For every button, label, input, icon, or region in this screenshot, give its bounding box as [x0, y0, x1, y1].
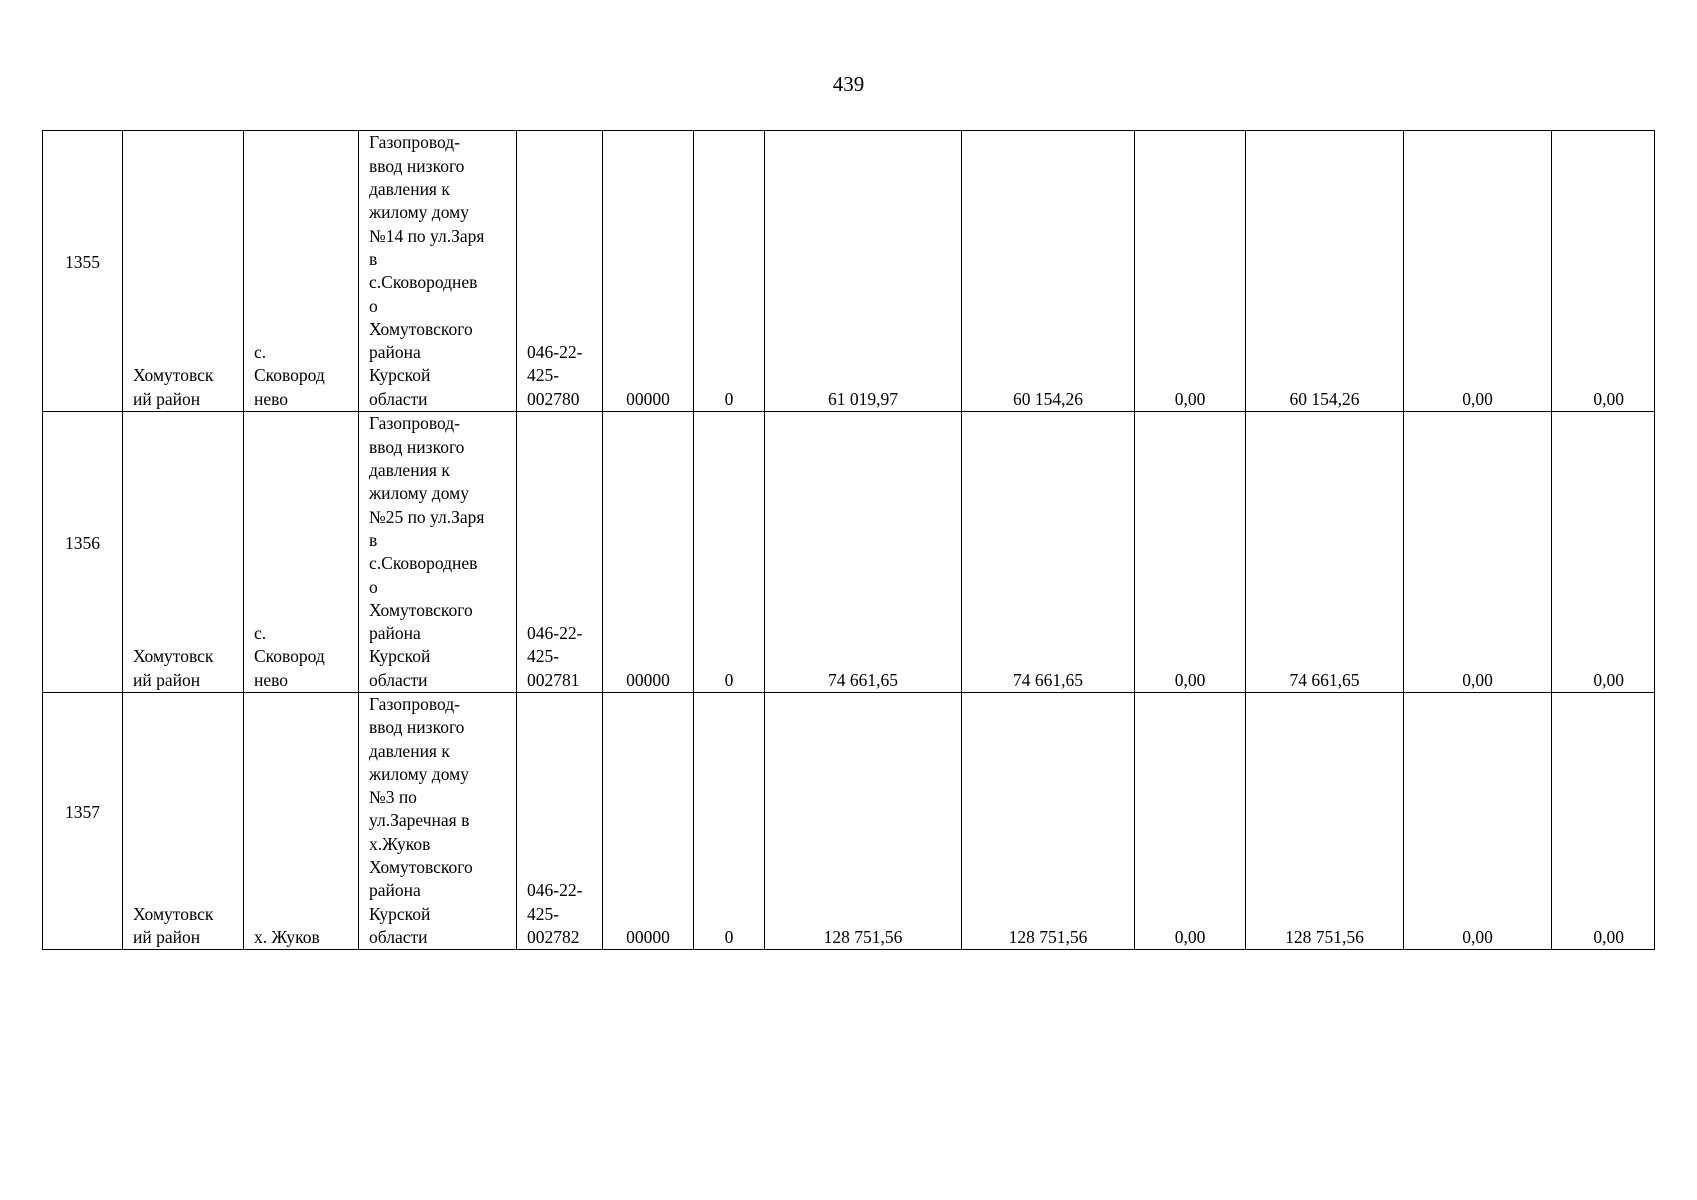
object-name-cell: Газопровод- ввод низкого давления к жилому дому №14 по ул.Заря в с.Сковороднев о Хомутовского района Курской области	[359, 131, 517, 412]
value-cell: 0,00	[1552, 693, 1655, 950]
registry-code-cell: 046-22- 425- 002780	[517, 131, 603, 412]
table-row	[43, 131, 1655, 412]
register-table	[42, 130, 1655, 950]
value-cell: 60 154,26	[962, 131, 1135, 412]
locality-cell: х. Жуков	[244, 693, 359, 950]
value-cell: 0,00	[1404, 131, 1552, 412]
object-name-cell: Газопровод- ввод низкого давления к жилому дому №25 по ул.Заря в с.Сковороднев о Хомутовского района Курской области	[359, 412, 517, 693]
row-number-cell: 1356	[43, 412, 123, 693]
registry-code-cell: 046-22- 425- 002782	[517, 693, 603, 950]
value-cell: 0,00	[1404, 412, 1552, 693]
locality-cell: с. Сковород нево	[244, 412, 359, 693]
value-cell: 74 661,65	[765, 412, 962, 693]
value-cell: 0,00	[1135, 412, 1246, 693]
district-cell: Хомутовск ий район	[123, 131, 244, 412]
value-cell: 128 751,56	[1246, 693, 1404, 950]
value-cell: 60 154,26	[1246, 131, 1404, 412]
registry-code-cell: 046-22- 425- 002781	[517, 412, 603, 693]
code-cell: 00000	[603, 693, 694, 950]
row-number-cell: 1355	[43, 131, 123, 412]
page-number: 439	[832, 72, 865, 96]
quantity-cell: 0	[694, 693, 765, 950]
value-cell: 128 751,56	[765, 693, 962, 950]
table-row	[43, 693, 1655, 950]
value-cell: 0,00	[1552, 412, 1655, 693]
value-cell: 0,00	[1135, 131, 1246, 412]
value-cell: 128 751,56	[962, 693, 1135, 950]
district-cell: Хомутовск ий район	[123, 412, 244, 693]
quantity-cell: 0	[694, 412, 765, 693]
value-cell: 61 019,97	[765, 131, 962, 412]
object-name-cell: Газопровод- ввод низкого давления к жилому дому №3 по ул.Заречная в х.Жуков Хомутовского района Курской области	[359, 693, 517, 950]
table-row	[43, 412, 1655, 693]
district-cell: Хомутовск ий район	[123, 693, 244, 950]
code-cell: 00000	[603, 412, 694, 693]
value-cell: 0,00	[1404, 693, 1552, 950]
value-cell: 0,00	[1552, 131, 1655, 412]
locality-cell: с. Сковород нево	[244, 131, 359, 412]
code-cell: 00000	[603, 131, 694, 412]
value-cell: 74 661,65	[1246, 412, 1404, 693]
quantity-cell: 0	[694, 131, 765, 412]
value-cell: 0,00	[1135, 693, 1246, 950]
row-number-cell: 1357	[43, 693, 123, 950]
value-cell: 74 661,65	[962, 412, 1135, 693]
